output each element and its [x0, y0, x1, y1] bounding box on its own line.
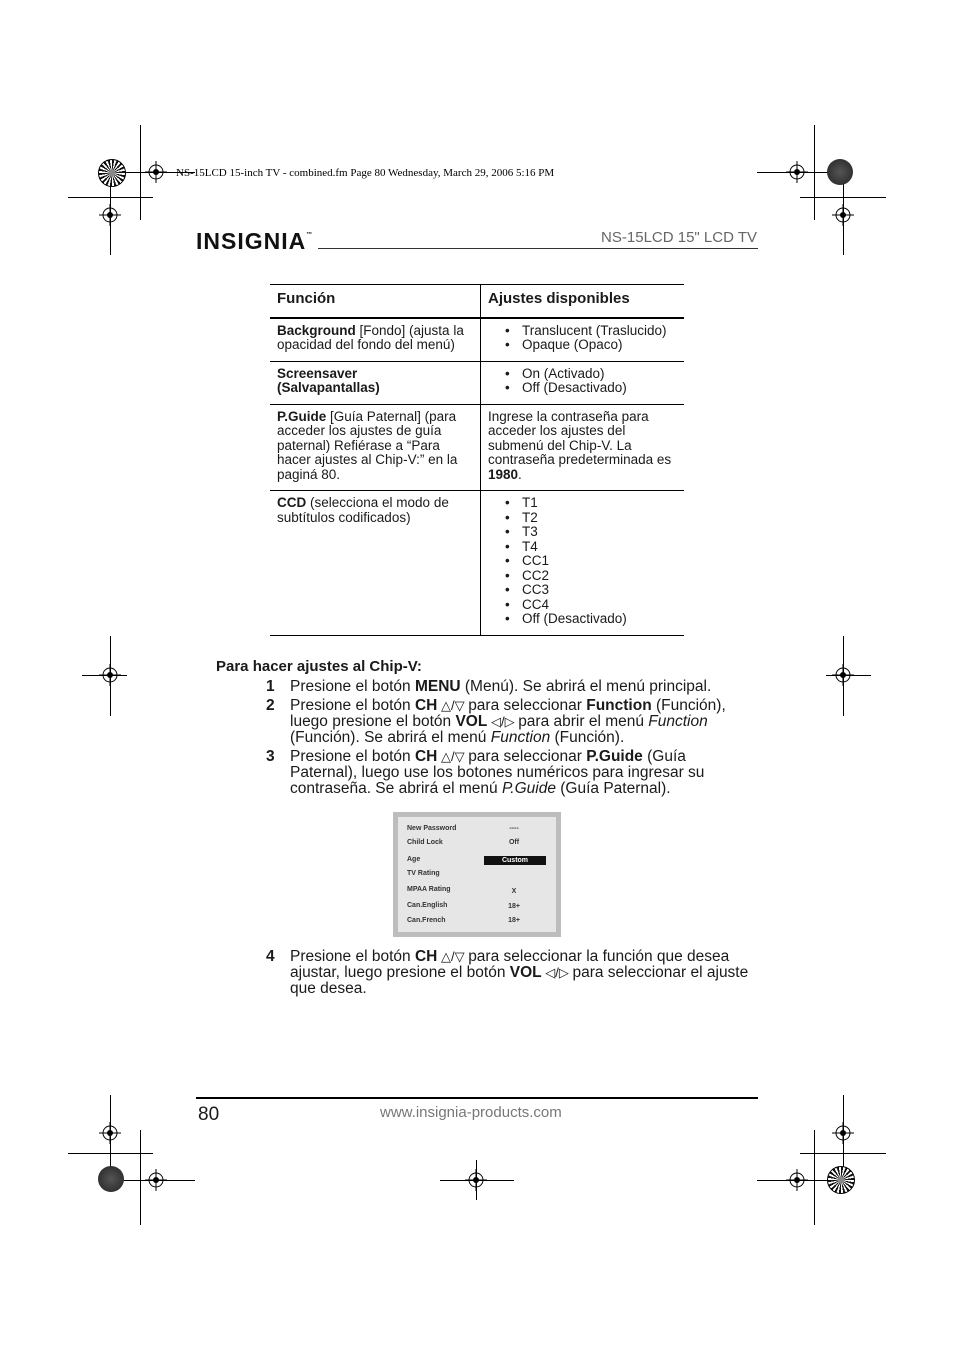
footer-url: www.insignia-products.com: [380, 1104, 562, 1121]
pguide-menu-screenshot: [393, 812, 561, 937]
step-4: [266, 949, 756, 997]
registration-mark-icon: [786, 1169, 808, 1191]
step-1: [266, 679, 756, 695]
settings-cell: [481, 404, 685, 491]
step-2: [266, 698, 756, 746]
table-row: [270, 361, 684, 404]
ch-button-label: CH: [414, 948, 438, 965]
settings-cell: [481, 361, 685, 404]
column-header-function: Función: [270, 285, 481, 318]
step-text: para seleccionar el ajuste que desea.: [290, 964, 749, 997]
list-item: • T3: [522, 525, 677, 540]
up-down-arrows-icon: △/▽: [437, 949, 469, 964]
step-text: para seleccionar la función que desea ajustar, luego presione el botón: [290, 948, 730, 981]
function-name: CCD: [277, 495, 307, 510]
ch-button-label: CH: [414, 748, 438, 765]
function-cell: [270, 318, 481, 362]
step-text: (Guía Paternal).: [555, 780, 671, 797]
settings-note-end: .: [518, 466, 522, 482]
section-title: Para hacer ajustes al Chip-V:: [216, 658, 422, 675]
list-item: • T4: [522, 540, 677, 555]
step-text: (Función), luego presione el botón: [290, 697, 726, 730]
starburst-target-icon: [98, 159, 126, 187]
list-item: • Opaque (Opaco): [522, 338, 677, 353]
list-item: • CC1: [522, 554, 677, 569]
menu-name: P.Guide: [501, 780, 556, 797]
registration-mark-icon: [99, 1122, 121, 1144]
function-desc: [Guía Paternal] (para acceder los ajustes de guía paternal) Refiérase a “Para hacer ajustes al Chip-V:” en la paginá 80.: [277, 408, 458, 482]
gray-target-icon: [827, 159, 853, 185]
registration-mark-icon: [786, 161, 808, 183]
list-item: • Translucent (Traslucido): [522, 324, 677, 339]
list-item: • CC4: [522, 598, 677, 613]
page-number: 80: [198, 1104, 220, 1125]
osd-label: Age: [407, 856, 421, 863]
registration-mark-icon: [99, 204, 121, 226]
menu-button-label: MENU: [414, 678, 461, 695]
osd-value: 18+: [508, 903, 520, 910]
insignia-logo: INSIGNIA™: [196, 228, 314, 254]
registration-mark-icon: [145, 161, 167, 183]
step-number: 1: [266, 678, 275, 695]
settings-cell: [481, 318, 685, 362]
osd-value: 18+: [508, 917, 520, 924]
list-item: • T2: [522, 511, 677, 526]
step-text: para abrir el menú: [518, 713, 649, 730]
osd-value: ----: [509, 825, 519, 832]
step-text: (Función). Se abrirá el menú: [290, 729, 491, 746]
osd-label: Can.English: [407, 902, 448, 909]
function-name: P.Guide: [277, 408, 327, 424]
list-item: • Off (Desactivado): [522, 612, 677, 627]
list-item: • On (Activado): [522, 367, 677, 382]
registration-mark-icon: [99, 664, 121, 686]
registration-mark-icon: [832, 1122, 854, 1144]
file-info: NS-15LCD 15-inch TV - combined.fm Page 80 Wednesday, March 29, 2006 5:16 PM: [176, 167, 555, 179]
list-item: • CC3: [522, 583, 677, 598]
table-row: [270, 491, 684, 636]
brand-name: INSIGNIA: [196, 228, 307, 254]
step-text: Presione el botón: [290, 678, 415, 695]
starburst-target-icon: [827, 1166, 855, 1194]
osd-label: Child Lock: [407, 839, 443, 846]
footer-rule: [196, 1097, 758, 1099]
function-cell: [270, 404, 481, 491]
function-name: Screensaver (Salvapantallas): [277, 365, 380, 395]
ch-button-label: CH: [414, 697, 438, 714]
table-header-row: [270, 285, 684, 318]
function-table: [270, 284, 684, 636]
step-number: 2: [266, 697, 275, 714]
registration-mark-icon: [465, 1169, 487, 1191]
function-name: Background: [277, 322, 356, 338]
list-item: • T1: [522, 496, 677, 511]
vol-button-label: VOL: [509, 964, 542, 981]
column-header-settings: Ajustes disponibles: [481, 285, 685, 318]
table-row: [270, 404, 684, 491]
step-text: (Guía Paternal), luego use los botones numéricos para ingresar su contraseña. Se abrirá el menú: [290, 748, 705, 797]
step-number: 3: [266, 748, 275, 765]
function-desc: (selecciona el modo de subtítulos codificados): [277, 495, 449, 525]
step-text: Presione el botón: [290, 948, 415, 965]
osd-label: New Password: [407, 825, 457, 832]
pguide-label: P.Guide: [586, 748, 643, 765]
default-password: 1980: [488, 466, 519, 482]
menu-name: Function: [648, 713, 708, 730]
registration-mark-icon: [832, 664, 854, 686]
gray-target-icon: [98, 1166, 124, 1192]
left-right-arrows-icon: ◁/▷: [487, 714, 519, 729]
step-number: 4: [266, 948, 275, 965]
up-down-arrows-icon: △/▽: [437, 749, 469, 764]
osd-value: Off: [508, 839, 520, 846]
model-title: NS-15LCD 15" LCD TV: [601, 229, 757, 246]
osd-value-selected: Custom: [484, 856, 546, 865]
step-text: (Función).: [550, 729, 625, 746]
menu-name: Function: [490, 729, 551, 746]
step-text: Presione el botón: [290, 748, 415, 765]
settings-note: Ingrese la contraseña para acceder los ajustes del submenú del Chip-V. La contraseña predeterminada es: [488, 408, 672, 467]
registration-mark-icon: [832, 204, 854, 226]
step-text: Presione el botón: [290, 697, 415, 714]
osd-label: Can.French: [407, 917, 446, 924]
step-text: para seleccionar: [468, 697, 587, 714]
table-row: [270, 318, 684, 362]
vol-button-label: VOL: [455, 713, 488, 730]
list-item: • Off (Desactivado): [522, 381, 677, 396]
step-3: [266, 749, 756, 797]
osd-label: MPAA Rating: [407, 886, 451, 893]
registration-mark-icon: [145, 1169, 167, 1191]
step-text: para seleccionar: [468, 748, 587, 765]
osd-value: X: [511, 888, 517, 895]
list-item: • CC2: [522, 569, 677, 584]
header-rule: [318, 248, 758, 249]
function-cell: [270, 361, 481, 404]
settings-cell: [481, 491, 685, 636]
function-cell: [270, 491, 481, 636]
up-down-arrows-icon: △/▽: [437, 698, 469, 713]
function-desc: [Fondo] (ajusta la opacidad del fondo del menú): [277, 322, 464, 352]
osd-label: TV Rating: [407, 870, 440, 877]
function-label: Function: [586, 697, 652, 714]
step-text: (Menú). Se abrirá el menú principal.: [460, 678, 712, 695]
left-right-arrows-icon: ◁/▷: [541, 965, 573, 980]
